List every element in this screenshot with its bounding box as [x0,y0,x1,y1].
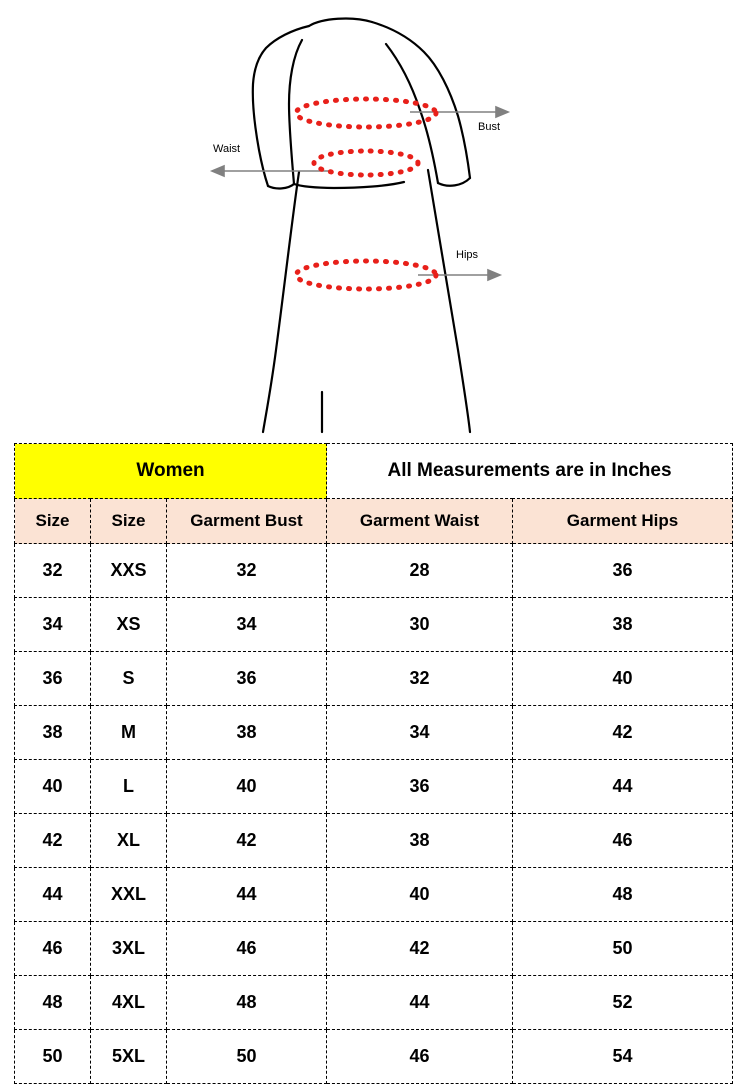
table-cell: XL [91,814,167,868]
header-cell: Garment Bust [167,499,327,544]
table-cell: 50 [15,1030,91,1084]
header-cell: Garment Hips [513,499,733,544]
table-row [15,544,733,598]
table-cell: 50 [513,922,733,976]
title-women: Women [15,444,327,499]
table-row [15,976,733,1030]
table-cell: 4XL [91,976,167,1030]
hips-label: Hips [456,249,479,261]
table-cell: 42 [327,922,513,976]
table-cell: 40 [15,760,91,814]
table-cell: 28 [327,544,513,598]
table-cell: 48 [15,976,91,1030]
table-cell: XXS [91,544,167,598]
table-row [15,652,733,706]
table-cell: 38 [513,598,733,652]
table-cell: 36 [15,652,91,706]
table-cell: 46 [327,1030,513,1084]
table-cell: 34 [167,598,327,652]
dress-illustration [0,0,746,440]
table-cell: 36 [327,760,513,814]
measure-ellipses [296,99,436,289]
table-cell: 42 [513,706,733,760]
table-row [15,1030,733,1084]
header-cell: Garment Waist [327,499,513,544]
table-cell: 54 [513,1030,733,1084]
table-row [15,868,733,922]
table-cell: 38 [167,706,327,760]
table-cell: 42 [15,814,91,868]
header-cell: Size [91,499,167,544]
table-row [15,760,733,814]
table-cell: 46 [513,814,733,868]
table-cell: 38 [15,706,91,760]
title-measurements: All Measurements are in Inches [327,444,733,499]
table-cell: 50 [167,1030,327,1084]
table-cell: 38 [327,814,513,868]
bust-ellipse [296,99,436,127]
table-cell: 42 [167,814,327,868]
table-cell: 52 [513,976,733,1030]
table-cell: 32 [15,544,91,598]
table-title-row [15,444,733,499]
table-row [15,814,733,868]
table-cell: 44 [327,976,513,1030]
table-cell: 36 [513,544,733,598]
table-cell: 34 [327,706,513,760]
table-cell: 48 [513,868,733,922]
header-cell: Size [15,499,91,544]
table-header-row [15,499,733,544]
hips-ellipse [296,261,436,289]
waist-label: Waist [213,143,241,155]
table-cell: 40 [327,868,513,922]
table-cell: 30 [327,598,513,652]
table-cell: 44 [15,868,91,922]
table-cell: 36 [167,652,327,706]
table-cell: XS [91,598,167,652]
table-row [15,706,733,760]
table-cell: 44 [167,868,327,922]
table-cell: 5XL [91,1030,167,1084]
table-cell: 40 [167,760,327,814]
table-cell: 48 [167,976,327,1030]
table-cell: S [91,652,167,706]
table-cell: 40 [513,652,733,706]
table-cell: 3XL [91,922,167,976]
table-cell: 32 [167,544,327,598]
table-cell: 46 [167,922,327,976]
table-row [15,922,733,976]
table-cell: 34 [15,598,91,652]
size-chart [14,443,732,1084]
table-cell: 44 [513,760,733,814]
bust-label: Bust [478,121,501,133]
body-outline [253,19,470,432]
table-cell: L [91,760,167,814]
size-table [14,443,733,1084]
measurement-figure [0,0,746,440]
table-cell: M [91,706,167,760]
table-cell: XXL [91,868,167,922]
table-cell: 46 [15,922,91,976]
table-cell: 32 [327,652,513,706]
table-row [15,598,733,652]
waist-ellipse [314,151,418,175]
